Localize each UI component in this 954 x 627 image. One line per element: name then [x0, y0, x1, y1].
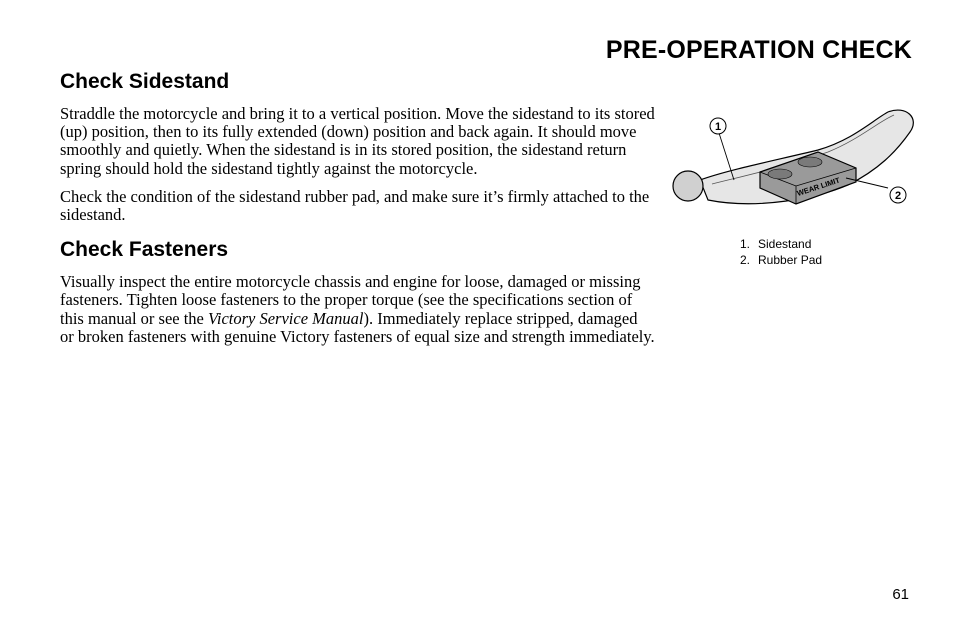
caption-item: 1. Sidestand — [740, 237, 812, 251]
sidestand-illustration — [668, 100, 918, 245]
callout-1: 1 — [714, 121, 722, 133]
fasteners-text-after: ). Immediately replace stripped, damaged or broken fasteners with genuine Victory fasteners of equal size and strength immediately. — [60, 308, 655, 346]
wear-limit-label: WEAR LIMIT — [795, 175, 842, 198]
sidestand-paragraph-1: Straddle the motorcycle and bring it to a vertical position. Move the sidestand to its stored (up) position, then to its fully extended (down) position and back again. It should move smoothly and quietly. When the sidestand is in its stored position, the sidestand return spring should hold the sidestand tightly against the motorcycle. — [60, 104, 655, 178]
service-manual-title: Victory Service Manual — [208, 308, 364, 328]
sidestand-ball-end — [673, 171, 703, 201]
section-heading-sidestand: Check Sidestand — [60, 70, 230, 93]
section-heading-fasteners: Check Fasteners — [60, 238, 229, 262]
fasteners-text-before: Visually inspect the entire motorcycle chassis and engine for loose, damaged or missing fasteners. Tighten loose fasteners to the proper torque (see the specifications section of this manual or see the — [60, 272, 641, 328]
sidestand-paragraph-2: Check the condition of the sidestand rubber pad, and make sure it’s firmly attached to the sidestand. — [60, 186, 650, 225]
fasteners-paragraph — [60, 273, 655, 346]
page-title: PRE-OPERATION CHECK — [605, 36, 912, 64]
main-content — [60, 70, 655, 356]
callout-2: 2 — [894, 190, 902, 202]
figure-caption — [740, 236, 822, 268]
page-number: 61 — [892, 586, 909, 603]
caption-item: 2. Rubber Pad — [740, 253, 823, 267]
